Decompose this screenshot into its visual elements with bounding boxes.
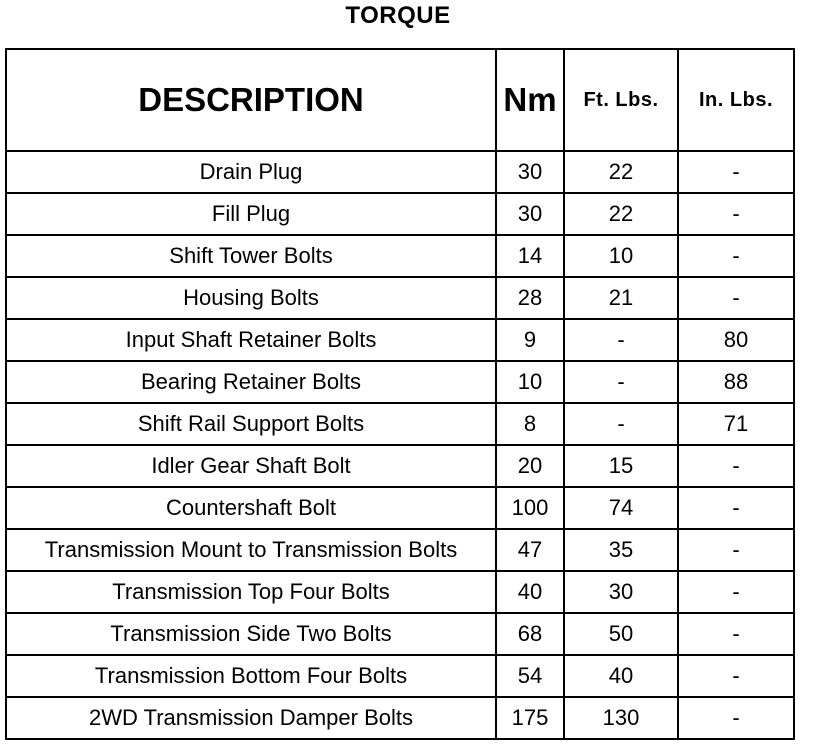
cell-nm: 28 [496,277,564,319]
cell-ft-lbs: 50 [564,613,678,655]
table-row [6,571,794,613]
table-row [6,235,794,277]
table-row [6,319,794,361]
cell-description: Transmission Mount to Transmission Bolts [6,529,496,571]
cell-in-lbs: 71 [678,403,794,445]
cell-description: Drain Plug [6,151,496,193]
cell-nm: 20 [496,445,564,487]
cell-ft-lbs: 10 [564,235,678,277]
cell-nm: 40 [496,571,564,613]
cell-nm: 175 [496,697,564,739]
cell-nm: 10 [496,361,564,403]
cell-description: Shift Tower Bolts [6,235,496,277]
cell-ft-lbs: 22 [564,193,678,235]
table-row [6,403,794,445]
cell-nm: 100 [496,487,564,529]
cell-description: Countershaft Bolt [6,487,496,529]
cell-nm: 14 [496,235,564,277]
table-row [6,613,794,655]
cell-in-lbs: - [678,151,794,193]
cell-description: Input Shaft Retainer Bolts [6,319,496,361]
cell-ft-lbs: 40 [564,655,678,697]
cell-in-lbs: - [678,235,794,277]
cell-in-lbs: - [678,571,794,613]
table-row [6,487,794,529]
cell-description: Idler Gear Shaft Bolt [6,445,496,487]
cell-in-lbs: - [678,277,794,319]
cell-nm: 8 [496,403,564,445]
cell-nm: 9 [496,319,564,361]
cell-ft-lbs: 35 [564,529,678,571]
cell-in-lbs: - [678,697,794,739]
table-row [6,277,794,319]
table-row [6,193,794,235]
cell-in-lbs: - [678,487,794,529]
cell-description: 2WD Transmission Damper Bolts [6,697,496,739]
table-row [6,697,794,739]
cell-ft-lbs: 30 [564,571,678,613]
cell-description: Transmission Bottom Four Bolts [6,655,496,697]
header-nm: Nm [496,49,564,151]
table-body [6,151,794,739]
cell-in-lbs: - [678,445,794,487]
cell-ft-lbs: 22 [564,151,678,193]
cell-in-lbs: - [678,529,794,571]
cell-ft-lbs: 21 [564,277,678,319]
table-header-row [6,49,794,151]
cell-nm: 30 [496,193,564,235]
table-row [6,529,794,571]
cell-nm: 68 [496,613,564,655]
cell-description: Fill Plug [6,193,496,235]
table-row [6,361,794,403]
cell-ft-lbs: - [564,403,678,445]
cell-in-lbs: - [678,613,794,655]
cell-description: Bearing Retainer Bolts [6,361,496,403]
cell-in-lbs: - [678,193,794,235]
table-row [6,655,794,697]
cell-ft-lbs: - [564,361,678,403]
page-title: TORQUE [345,2,451,29]
torque-table [5,48,795,740]
cell-description: Housing Bolts [6,277,496,319]
header-ft-lbs: Ft. Lbs. [564,49,678,151]
cell-ft-lbs: 130 [564,697,678,739]
cell-ft-lbs: 15 [564,445,678,487]
table-row [6,445,794,487]
cell-description: Transmission Side Two Bolts [6,613,496,655]
cell-ft-lbs: 74 [564,487,678,529]
cell-in-lbs: 88 [678,361,794,403]
cell-in-lbs: - [678,655,794,697]
table-row [6,151,794,193]
header-description: DESCRIPTION [6,49,496,151]
cell-nm: 30 [496,151,564,193]
cell-description: Transmission Top Four Bolts [6,571,496,613]
cell-description: Shift Rail Support Bolts [6,403,496,445]
header-in-lbs: In. Lbs. [678,49,794,151]
cell-nm: 54 [496,655,564,697]
cell-nm: 47 [496,529,564,571]
cell-in-lbs: 80 [678,319,794,361]
cell-ft-lbs: - [564,319,678,361]
